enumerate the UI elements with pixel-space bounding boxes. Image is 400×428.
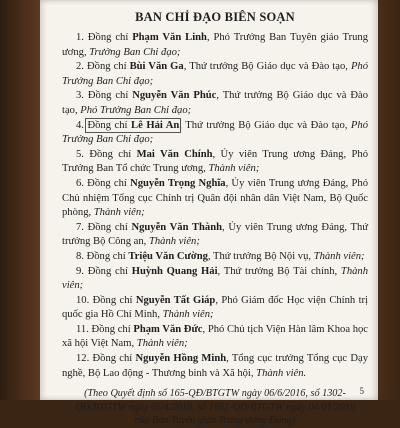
page-heading: BAN CHỈ ĐẠO BIÊN SOẠN — [135, 10, 295, 24]
member-name: Nguyễn Văn Phúc — [132, 90, 217, 102]
committee-list — [62, 31, 368, 381]
member-role: Phó Trưởng Ban Chỉ đạo; — [62, 119, 368, 146]
member-position: , Ủy viên Trung ương Đảng, Phó Chủ nhiệm Tổng cục Chính trị Quân đội nhân dân Việt Nam, Bộ Quốc phòng, — [62, 177, 368, 219]
list-item — [62, 148, 368, 177]
member-position: , Thứ trưởng Bộ Nội vụ, — [207, 250, 314, 262]
member-position: , Thứ trưởng Bộ Giáo dục và Đào tạo, — [62, 90, 368, 116]
member-name: Nguyễn Văn Thành — [131, 221, 222, 233]
highlight-box — [87, 120, 179, 131]
entry-number: 9. — [76, 265, 84, 277]
list-item — [62, 177, 368, 221]
entry-prefix: Đồng chí — [87, 177, 131, 189]
member-name: Triệu Văn Cường — [128, 250, 208, 262]
list-item — [62, 119, 368, 148]
entry-number: 7. — [76, 221, 84, 233]
entry-number: 6. — [76, 177, 84, 189]
member-position: , Ủy viên Trung ương Đảng, Phó Trưởng Ban Tổ chức Trung ương, — [62, 148, 368, 175]
entry-number: 8. — [76, 250, 84, 262]
member-name: Nguyễn Trọng Nghĩa — [130, 177, 226, 189]
member-role: Thành viên; — [136, 338, 188, 350]
list-item — [62, 250, 368, 265]
member-name: Lê Hải An — [131, 119, 180, 131]
member-position: , Phó Chủ tịch Viện Hàn lâm Khoa học xã hội Việt Nam, — [62, 323, 369, 350]
member-role: Thành viên; — [62, 265, 369, 292]
member-role: Thành viên; — [313, 250, 365, 262]
list-item — [62, 60, 368, 89]
entry-number: 2. — [76, 61, 84, 73]
list-item — [62, 89, 368, 118]
member-position: , Thứ trưởng Bộ Tài chính, — [217, 265, 341, 277]
member-name: Phạm Văn Đức — [133, 323, 203, 335]
entry-number: 1. — [76, 32, 84, 43]
entry-prefix: Đồng chí — [87, 61, 130, 73]
list-item — [62, 352, 368, 381]
member-position: , Thứ trưởng Bộ Giáo dục và Đào tạo, — [179, 119, 351, 131]
member-role: Thành viên; — [162, 309, 214, 321]
member-name: Nguyễn Tất Giáp — [135, 294, 216, 306]
entry-number: 11. — [76, 323, 89, 335]
entry-prefix: Đồng chí — [89, 148, 137, 160]
member-name: Bùi Văn Ga — [129, 61, 184, 73]
entry-number: 12. — [76, 353, 90, 365]
entry-prefix: Đồng chí — [87, 265, 132, 277]
entry-prefix: Đồng chí — [87, 32, 133, 43]
list-item — [62, 31, 368, 60]
member-position: , Ủy viên Trung ương Đảng, Thứ trưởng Bộ Công an, — [62, 221, 368, 248]
member-role: Thành viên; — [208, 163, 260, 175]
member-position: , Phó Giám đốc Học viện Chính trị quốc gia Hồ Chí Minh, — [62, 294, 368, 321]
entry-number: 4. — [76, 119, 84, 131]
entry-number: 3. — [76, 90, 84, 102]
member-name: Huỳnh Quang Hải — [131, 265, 218, 277]
list-item — [62, 323, 368, 352]
entry-prefix: Đồng chí — [92, 353, 136, 365]
member-position: , Thứ trưởng Bộ Giáo dục và Đào tạo, — [183, 61, 351, 73]
table-surface-right — [378, 0, 400, 400]
entry-prefix: Đồng chí — [86, 250, 129, 262]
entry-prefix: Đồng chí — [92, 294, 136, 306]
book-page — [40, 0, 378, 427]
member-position: , Tổng cục trưởng Tổng cục Dạy nghề, Bộ Lao động - Thương binh và Xã hội, — [62, 353, 369, 379]
entry-prefix: Đồng chí — [87, 221, 132, 233]
member-name: Mai Văn Chính — [136, 148, 213, 160]
member-role: Phó Trưởng Ban Chỉ đạo; — [80, 104, 192, 116]
entry-number: 10. — [76, 294, 90, 306]
member-name: Phạm Văn Linh — [132, 32, 207, 43]
member-position: , Phó Trưởng Ban Tuyên giáo Trung ương, — [62, 32, 369, 58]
list-item — [62, 221, 368, 250]
member-name: Nguyễn Hồng Minh — [135, 353, 227, 365]
list-item — [62, 294, 368, 323]
table-surface-left — [0, 0, 40, 400]
entry-prefix: Đồng chí — [87, 119, 132, 131]
member-role: Thành viên; — [93, 207, 145, 219]
member-role: Phó Trưởng Ban Chỉ đạo; — [62, 61, 369, 87]
list-item — [62, 265, 368, 294]
entry-prefix: Đồng chí — [87, 90, 133, 102]
member-role: Thành viên; — [148, 236, 200, 248]
page-number: 5 — [359, 386, 364, 396]
entry-number: 5. — [76, 148, 84, 160]
decision-footnote: (Theo Quyết định số 165-QĐ/BTGTW ngày 06/6/2016, số 1302-QĐ/BTGTW ngày 05/4/2018, số 1861-QĐ/BTGTW ngày 04/01/2019 của Ban Tuyên giáo Trung ương Đảng) — [75, 388, 355, 427]
member-role: Thành viên. — [256, 367, 307, 379]
member-role: Trưởng Ban Chỉ đạo; — [89, 46, 181, 58]
entry-prefix: Đồng chí — [91, 323, 134, 335]
